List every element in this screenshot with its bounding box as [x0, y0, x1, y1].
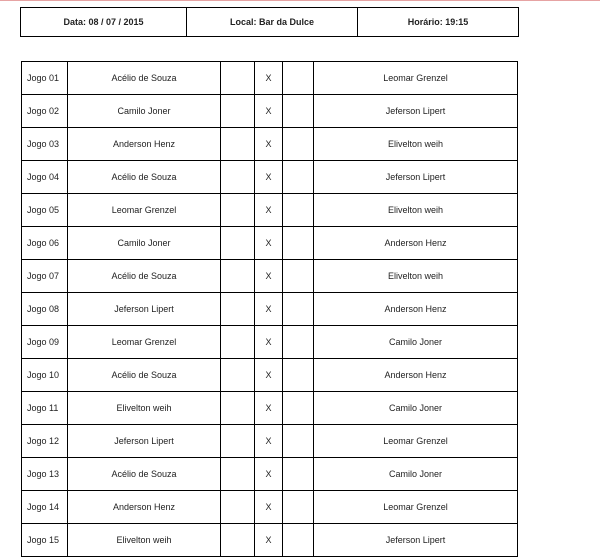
game-row [22, 128, 518, 161]
game-row [22, 194, 518, 227]
away-player: Leomar Grenzel [314, 425, 518, 458]
home-player: Elivelton weih [68, 524, 221, 557]
home-score-cell [221, 260, 255, 293]
game-row [22, 62, 518, 95]
away-player: Leomar Grenzel [314, 491, 518, 524]
game-number: Jogo 09 [22, 326, 68, 359]
home-score-cell [221, 293, 255, 326]
home-score-cell [221, 491, 255, 524]
event-info-header [20, 7, 519, 37]
away-score-cell [283, 458, 314, 491]
home-player: Acélio de Souza [68, 62, 221, 95]
versus-mark: X [255, 128, 283, 161]
away-score-cell [283, 62, 314, 95]
away-player: Elivelton weih [314, 194, 518, 227]
game-row [22, 227, 518, 260]
game-number: Jogo 02 [22, 95, 68, 128]
game-number: Jogo 03 [22, 128, 68, 161]
away-score-cell [283, 161, 314, 194]
away-player: Camilo Joner [314, 458, 518, 491]
game-row [22, 326, 518, 359]
home-score-cell [221, 95, 255, 128]
game-number: Jogo 01 [22, 62, 68, 95]
home-score-cell [221, 161, 255, 194]
away-player: Anderson Henz [314, 227, 518, 260]
versus-mark: X [255, 62, 283, 95]
game-number: Jogo 08 [22, 293, 68, 326]
away-player: Camilo Joner [314, 326, 518, 359]
home-player: Jeferson Lipert [68, 425, 221, 458]
game-row [22, 392, 518, 425]
home-player: Anderson Henz [68, 128, 221, 161]
game-row [22, 293, 518, 326]
away-score-cell [283, 491, 314, 524]
away-score-cell [283, 227, 314, 260]
game-number: Jogo 06 [22, 227, 68, 260]
away-score-cell [283, 524, 314, 557]
event-time: Horário: 19:15 [358, 8, 519, 37]
versus-mark: X [255, 524, 283, 557]
home-player: Acélio de Souza [68, 161, 221, 194]
home-player: Leomar Grenzel [68, 326, 221, 359]
event-location: Local: Bar da Dulce [187, 8, 358, 37]
versus-mark: X [255, 392, 283, 425]
versus-mark: X [255, 359, 283, 392]
games-table [21, 61, 518, 557]
home-score-cell [221, 128, 255, 161]
home-score-cell [221, 227, 255, 260]
game-row [22, 491, 518, 524]
away-player: Elivelton weih [314, 128, 518, 161]
away-player: Leomar Grenzel [314, 62, 518, 95]
game-number: Jogo 14 [22, 491, 68, 524]
game-row [22, 425, 518, 458]
away-score-cell [283, 194, 314, 227]
game-row [22, 161, 518, 194]
game-number: Jogo 15 [22, 524, 68, 557]
versus-mark: X [255, 194, 283, 227]
away-score-cell [283, 326, 314, 359]
games-table-body [22, 62, 518, 557]
away-score-cell [283, 425, 314, 458]
home-score-cell [221, 62, 255, 95]
home-score-cell [221, 326, 255, 359]
game-number: Jogo 07 [22, 260, 68, 293]
game-number: Jogo 10 [22, 359, 68, 392]
versus-mark: X [255, 458, 283, 491]
away-score-cell [283, 95, 314, 128]
home-player: Acélio de Souza [68, 458, 221, 491]
away-player: Anderson Henz [314, 359, 518, 392]
versus-mark: X [255, 161, 283, 194]
home-player: Acélio de Souza [68, 359, 221, 392]
away-player: Jeferson Lipert [314, 524, 518, 557]
home-score-cell [221, 425, 255, 458]
top-rule [0, 0, 600, 1]
home-player: Jeferson Lipert [68, 293, 221, 326]
game-row [22, 260, 518, 293]
home-player: Camilo Joner [68, 95, 221, 128]
away-score-cell [283, 128, 314, 161]
home-player: Camilo Joner [68, 227, 221, 260]
away-score-cell [283, 359, 314, 392]
home-score-cell [221, 359, 255, 392]
game-number: Jogo 12 [22, 425, 68, 458]
away-score-cell [283, 392, 314, 425]
versus-mark: X [255, 293, 283, 326]
away-score-cell [283, 293, 314, 326]
game-number: Jogo 04 [22, 161, 68, 194]
home-score-cell [221, 524, 255, 557]
game-row [22, 359, 518, 392]
home-score-cell [221, 194, 255, 227]
game-row [22, 458, 518, 491]
away-player: Jeferson Lipert [314, 161, 518, 194]
game-row [22, 524, 518, 557]
away-player: Camilo Joner [314, 392, 518, 425]
home-score-cell [221, 392, 255, 425]
versus-mark: X [255, 326, 283, 359]
home-score-cell [221, 458, 255, 491]
game-row [22, 95, 518, 128]
home-player: Acélio de Souza [68, 260, 221, 293]
home-player: Anderson Henz [68, 491, 221, 524]
game-number: Jogo 11 [22, 392, 68, 425]
away-player: Anderson Henz [314, 293, 518, 326]
versus-mark: X [255, 425, 283, 458]
home-player: Leomar Grenzel [68, 194, 221, 227]
versus-mark: X [255, 227, 283, 260]
versus-mark: X [255, 260, 283, 293]
away-player: Jeferson Lipert [314, 95, 518, 128]
game-number: Jogo 05 [22, 194, 68, 227]
home-player: Elivelton weih [68, 392, 221, 425]
versus-mark: X [255, 95, 283, 128]
away-player: Elivelton weih [314, 260, 518, 293]
game-number: Jogo 13 [22, 458, 68, 491]
event-date: Data: 08 / 07 / 2015 [21, 8, 187, 37]
versus-mark: X [255, 491, 283, 524]
away-score-cell [283, 260, 314, 293]
